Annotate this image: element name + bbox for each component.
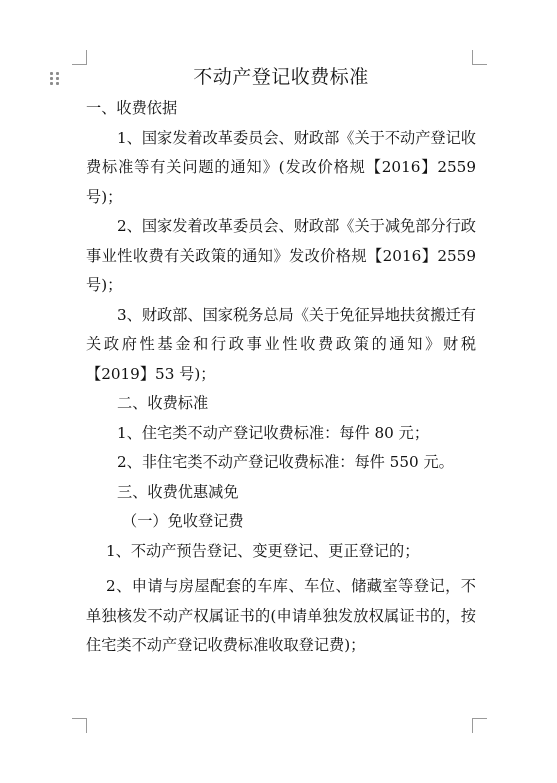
document-page[interactable] [86, 62, 476, 661]
section-heading-basis: 一、收费依据 [86, 99, 178, 117]
section-heading-standard: 二、收费标准 [117, 394, 209, 412]
document-title: 不动产登记收费标准 [193, 66, 369, 88]
paragraph-basis-3: 3、财政部、国家税务总局《关于免征异地扶贫搬迁有关政府性基金和行政事业性收费政策的通知》财税【2019】53 号)； [86, 305, 476, 383]
paragraph-exempt-2: 2、申请与房屋配套的车库、车位、储藏室等登记，不单独核发不动产权属证书的(申请单独发放权属证书的，按住宅类不动产登记收费标准收取登记费)； [86, 577, 476, 654]
paragraph-standard-2: 2、非住宅类不动产登记收费标准：每件 550 元。 [117, 453, 454, 471]
drag-handle-icon[interactable] [50, 72, 60, 86]
page-corner-bottom-left [72, 718, 87, 733]
page-corner-top-left [72, 50, 87, 65]
section-heading-discount: 三、收费优惠减免 [117, 482, 239, 501]
page-corner-bottom-right [472, 718, 487, 733]
paragraph-standard-1: 1、住宅类不动产登记收费标准：每件 80 元； [117, 423, 430, 442]
paragraph-basis-2: 2、国家发着改革委员会、财政部《关于减免部分行政事业性收费有关政策的通知》发改价格规【2016】2559 号)； [86, 217, 476, 294]
paragraph-basis-1: 1、国家发着改革委员会、财政部《关于不动产登记收费标准等有关问题的通知》(发改价格规【2016】2559 号)； [86, 128, 476, 206]
subsection-heading-exempt: （一）免收登记费 [122, 512, 244, 530]
paragraph-exempt-1: 1、不动产预告登记、变更登记、更正登记的； [106, 541, 420, 560]
